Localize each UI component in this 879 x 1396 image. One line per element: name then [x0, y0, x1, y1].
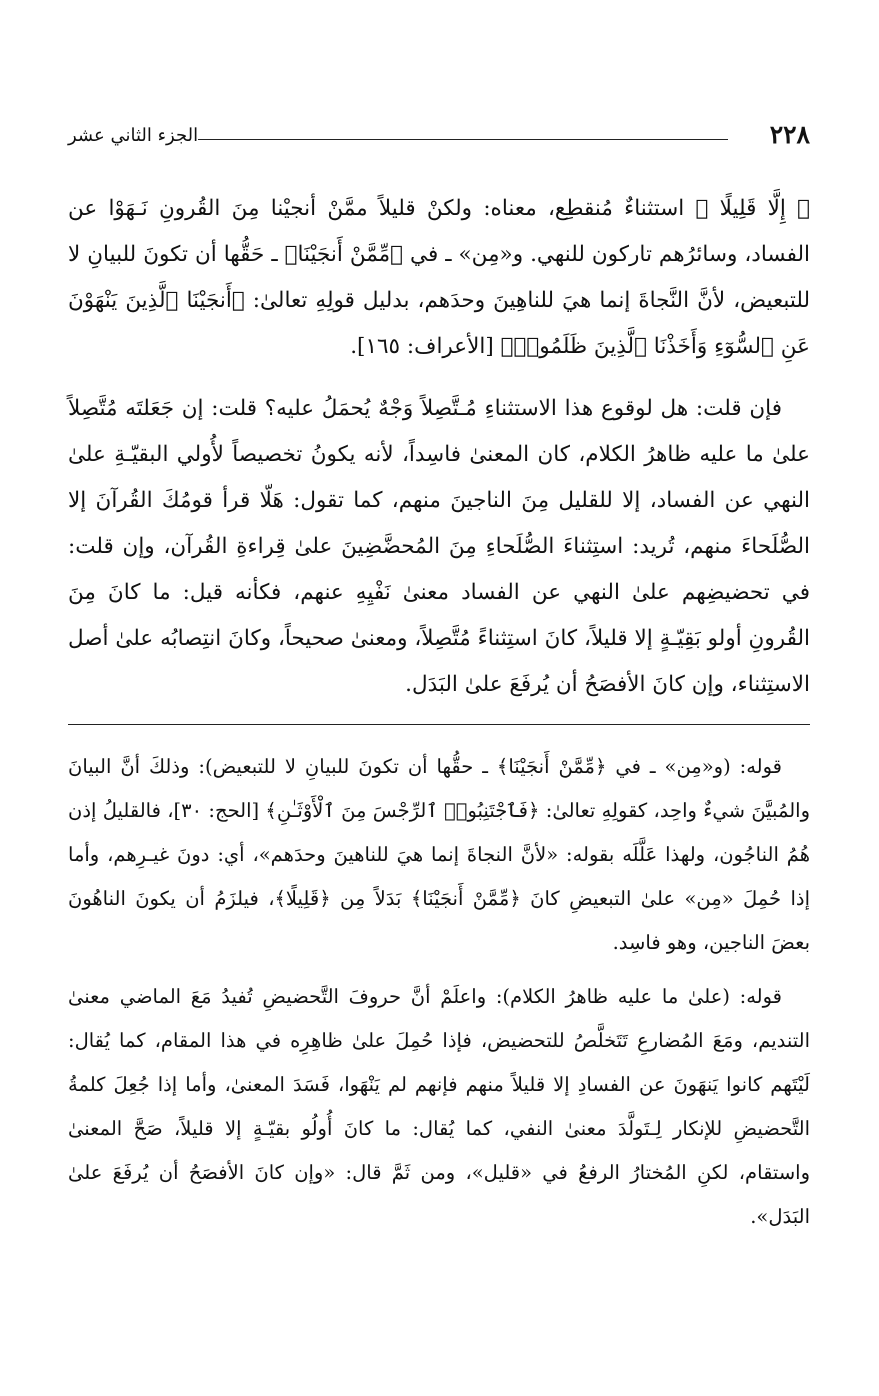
- main-paragraph: ﴿ إِلَّا قَلِيلًا ﴾ استثناءٌ مُنقطِع، معناه: ولكنْ قليلاً ممَّنْ أنجيْنا مِنَ القُرونِ نَـهَوْا عن الفساد، وسائرُهم تاركون للنهي. و«مِن» ـ في ﴿مِّمَّنْ أَنجَيْنَا﴾ ـ حَقُّها أن تكونَ للبيانِ لا للتبعيض، لأنَّ النَّجاةَ إنما هيَ للناهِينَ وحدَهم، بدليل قولِهِ تعالىٰ: ﴿أَنجَيْنَا ٱلَّذِينَ يَنْهَوْنَ عَنِ ٱلسُّوٓءِ وَأَخَذْنَا ٱلَّذِينَ ظَلَمُوا۟﴾ [الأعراف: ١٦٥].: [68, 196, 810, 359]
- page-header: [68, 118, 810, 158]
- book-page: [68, 118, 810, 1249]
- header-divider: [198, 139, 728, 140]
- running-title: الجزء الثاني عشر: [68, 125, 199, 146]
- main-paragraph: فإن قلت: هل لوقوع هذا الاستثناءِ مُـتَّصِلاً وَجْهٌ يُحمَلُ عليه؟ قلت: إن جَعَلتَه مُتَّصِلاً علىٰ ما عليه ظاهرُ الكلام، كان المعنىٰ فاسِداً، لأنه يكونُ تخصيصاً لأُولي البقيّـةِ علىٰ النهي عن الفساد، إلا للقليل مِنَ الناجينَ منهم، كما تقول: هَلّا قرأ قومُكَ القُرآنَ إلا الصُّلَحاءَ منهم، تُريد: استِثناءَ الصُّلَحاءِ مِنَ المُحضَّضِينَ علىٰ قِراءةِ القُرآن، وإن قلت: في تحضيضِهم علىٰ النهي عن الفساد معنىٰ نَفْيِهِ عنهم، فكأنه قيل: ما كانَ مِنَ القُرونِ أولو بَقِيّـةٍ إلا قليلاً، كانَ استِثناءً مُتَّصِلاً، ومعنىٰ صحيحاً، وكانَ انتِصابُه علىٰ أصل الاستِثناء، وإن كانَ الأفصَحُ أن يُرفَعَ علىٰ البَدَل.: [68, 396, 810, 697]
- page-number: ٢٢٨: [769, 120, 810, 149]
- commentary-paragraph: قوله: (و«مِن» ـ في ﴿مِّمَّنْ أَنجَيْنَا﴾ ـ حقُّها أن تكونَ للبيانِ لا للتبعيض): وذلكَ أنَّ البيانَ والمُبيَّنَ شيءٌ واحِد، كقولِهِ تعالىٰ: ﴿فَٱجْتَنِبُوا۟ ٱلرِّجْسَ مِنَ ٱلْأَوْثَـٰنِ﴾ [الحج: ٣٠]، فالقليلُ إذن هُمُ الناجُون، ولهذا عَلَّلَه بقوله: «لأنَّ النجاةَ إنما هيَ للناهينَ وحدَهم»، أي: دونَ غيـرِهم، وأما إذا حُمِلَ «مِن» علىٰ التبعيضِ كانَ ﴿مِّمَّنْ أَنجَيْنَا﴾ بَدَلاً مِن ﴿قَلِيلًا﴾، فيلزَمُ أن يكونَ الناهُونَ بعضَ الناجين، وهو فاسِد.: [68, 755, 810, 954]
- commentary: [68, 745, 810, 1239]
- commentary-paragraph: قوله: (علىٰ ما عليه ظاهرُ الكلام): واعلَمْ أنَّ حروفَ التَّحضيضِ تُفيدُ مَعَ الماضي معنىٰ التنديم، ومَعَ المُضارعِ تَتَخلَّصُ للتحضيض، فإذا حُمِلَ علىٰ ظاهِرِه في هذا المقام، كما يُقال: لَيْتَهم كانوا يَنهَونَ عن الفسادِ إلا قليلاً منهم فإنهم لم يَنْهَوا، فَسَدَ المعنىٰ، وأما إذا جُعِلَ كلمةُ التَّحضيضِ للإنكار لِـتَولَّدَ معنىٰ النفي، كما يُقال: ما كانَ أُولُو بقيّـةٍ إلا قليلاً، صَحَّ المعنىٰ واستقام، لكنِ المُختارُ الرفعُ في «قليل»، ومن ثَمَّ قال: «وإن كانَ الأفصَحُ أن يُرفَعَ علىٰ البَدَل».: [68, 985, 810, 1228]
- main-text: [68, 186, 810, 708]
- commentary-divider: [68, 724, 810, 725]
